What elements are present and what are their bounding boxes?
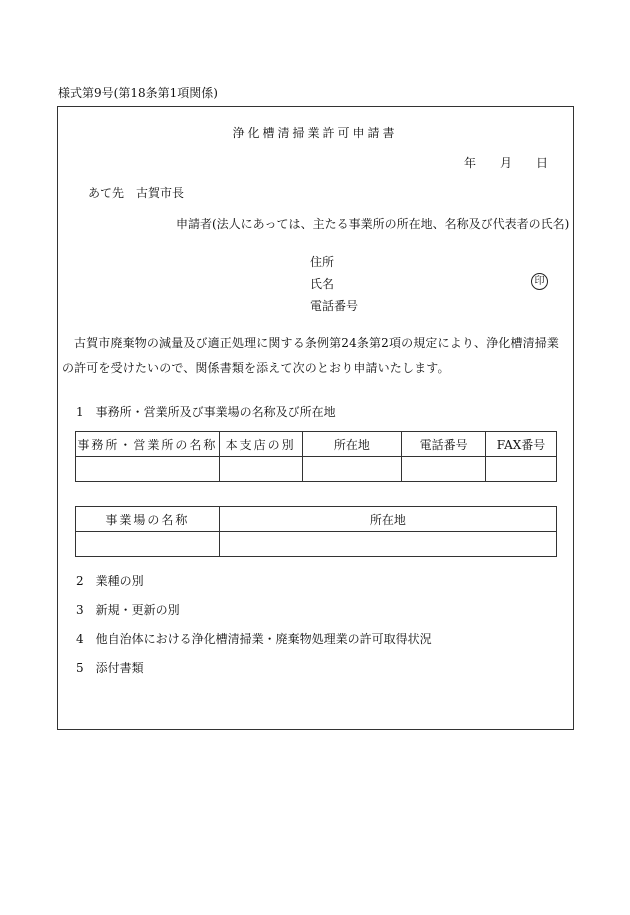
site-location-header: 所在地 bbox=[219, 507, 556, 532]
office-phone-header: 電話番号 bbox=[402, 432, 486, 457]
office-name-cell[interactable] bbox=[76, 457, 220, 482]
site-table-header-row bbox=[76, 507, 557, 532]
site-table bbox=[75, 506, 557, 557]
site-name-cell[interactable] bbox=[76, 532, 220, 557]
addressee: あて先 古賀市長 bbox=[88, 186, 185, 200]
applicant-name-label: 氏名 bbox=[310, 277, 335, 291]
branch-type-cell[interactable] bbox=[219, 457, 302, 482]
section-3-heading: 3 新規・更新の別 bbox=[76, 603, 180, 617]
office-table-row bbox=[76, 457, 557, 482]
office-location-cell[interactable] bbox=[302, 457, 402, 482]
application-statement: 古賀市廃棄物の減量及び適正処理に関する条例第24条第2項の規定により、浄化槽清掃業の許可を受けたいので、関係書類を添えて次のとおり申請いたします。 bbox=[62, 336, 560, 375]
site-name-header: 事業場の名称 bbox=[76, 507, 220, 532]
date-year-label: 年 bbox=[464, 156, 477, 170]
applicant-address-label: 住所 bbox=[310, 255, 335, 269]
section-2-heading: 2 業種の別 bbox=[76, 574, 144, 588]
office-table-header-row bbox=[76, 432, 557, 457]
site-location-cell[interactable] bbox=[219, 532, 556, 557]
section-1-heading: 1 事務所・営業所及び事業場の名称及び所在地 bbox=[76, 405, 336, 419]
date-day-label: 日 bbox=[536, 156, 549, 170]
section-5-heading: 5 添付書類 bbox=[76, 661, 144, 675]
office-fax-header: FAX番号 bbox=[486, 432, 557, 457]
section-4-heading: 4 他自治体における浄化槽清掃業・廃棄物処理業の許可取得状況 bbox=[76, 632, 432, 646]
seal-mark: 印 bbox=[531, 273, 548, 290]
applicant-label: 申請者(法人にあっては、主たる事業所の所在地、名称及び代表者の氏名) bbox=[176, 217, 570, 231]
applicant-phone-label: 電話番号 bbox=[310, 299, 359, 313]
office-phone-cell[interactable] bbox=[402, 457, 486, 482]
office-fax-cell[interactable] bbox=[486, 457, 557, 482]
office-table bbox=[75, 431, 557, 482]
form-title: 浄化槽清掃業許可申請書 bbox=[232, 126, 398, 140]
office-name-header: 事務所・営業所の名称 bbox=[76, 432, 220, 457]
form-number: 様式第9号(第18条第1項関係) bbox=[58, 86, 218, 100]
branch-type-header: 本支店の別 bbox=[219, 432, 302, 457]
date-month-label: 月 bbox=[500, 156, 513, 170]
office-location-header: 所在地 bbox=[302, 432, 402, 457]
site-table-row bbox=[76, 532, 557, 557]
